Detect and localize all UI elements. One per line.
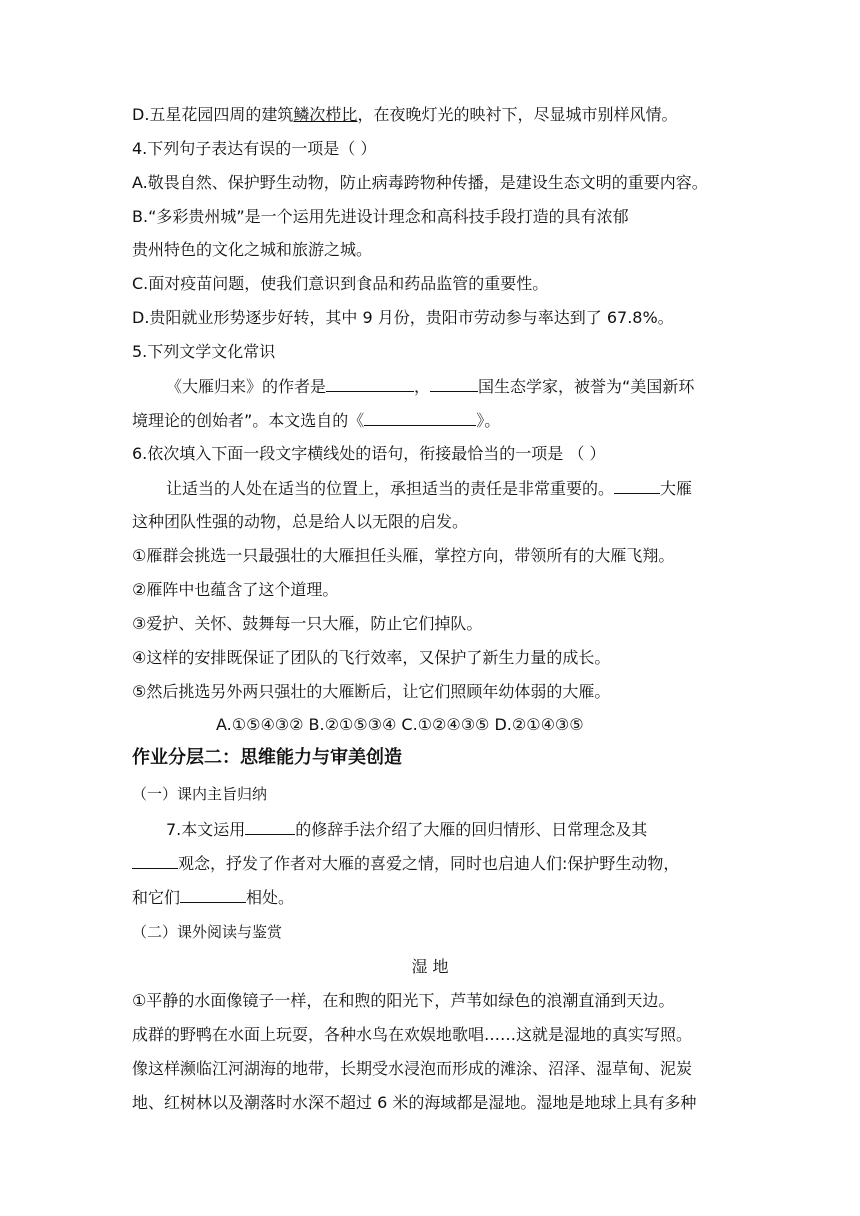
question-7-line-3 [132,885,732,910]
subsection-heading-1: （一）课内主旨归纳 [132,785,268,803]
text-segment: 的修辞手法介绍了大雁的回归情形、日常理念及其 [295,820,648,839]
fill-blank[interactable] [364,408,476,426]
question-4: 4.下列句子表达有误的一项是（ ） [132,139,377,158]
option-a-q4: A.敬畏自然、保护野生动物，防止病毒跨物种传播，是建设生态文明的重要内容。 [132,173,708,192]
q5-line-1 [166,374,766,399]
underlined-idiom: 鳞次栉比 [293,105,358,124]
text-segment: 境理论的创始者”。本文选自的《 [132,411,365,430]
option-d-q3 [132,103,732,127]
article-paragraph-line: 像这样濒临江河湖海的地带，长期受水浸泡而形成的滩涂、沼泽、湿草甸、泥炭 [132,1059,693,1078]
q5-line-2 [132,408,732,433]
q6-item-4: ④这样的安排既保证了团队的飞行效率，又保护了新生力量的成长。 [132,648,611,667]
text-segment: 和它们 [132,888,181,907]
fill-blank[interactable] [326,374,414,392]
text-segment: ，在夜晚灯光的映衬下，尽显城市别样风情。 [357,105,678,124]
q6-item-1: ①雁群会挑选一只最强壮的大雁担任头雁，掌控方向，带领所有的大雁飞翔。 [132,546,675,565]
q6-passage-2: 这种团队性强的动物，总是给人以无限的启发。 [132,512,469,531]
text-segment: 观念，抒发了作者对大雁的喜爱之情，同时也启迪人们:保护野生动物， [178,854,680,873]
fill-blank[interactable] [614,476,660,494]
text-segment: 让适当的人处在适当的位置上，承担适当的责任是非常重要的。 [166,479,615,498]
text-segment: 7.本文运用 [166,820,246,839]
q6-item-5: ⑤然后挑选另外两只强壮的大雁断后，让它们照顾年幼体弱的大雁。 [132,682,611,701]
q6-item-3: ③爱护、关怀、鼓舞每一只大雁，防止它们掉队。 [132,614,483,633]
question-7-line-1 [166,817,766,842]
fill-blank[interactable] [245,817,295,835]
q6-answer-options: A.①⑤④③② B.②①⑤③④ C.①②④③⑤ D.②①④③⑤ [216,715,584,734]
article-title: 湿 地 [411,957,449,976]
text-segment: ， [414,377,431,396]
fill-blank[interactable] [132,851,178,869]
text-segment: 相处。 [246,888,295,907]
article-paragraph-line: 成群的野鸭在水面上玩耍，各种水鸟在欢娱地歌唱……这就是湿地的真实写照。 [132,1025,693,1044]
article-paragraph-line: 地、红树林以及潮落时水深不超过 6 米的海域都是湿地。湿地是地球上具有多种 [132,1093,697,1112]
fill-blank[interactable] [180,885,246,903]
question-7-line-2 [132,851,732,876]
text-segment: 大雁 [660,479,693,498]
text-segment: 》。 [476,411,501,430]
article-paragraph-line: ①平静的水面像镜子一样，在和煦的阳光下，芦苇如绿色的浪潮直涌到天边。 [132,991,675,1010]
text-segment: 《大雁归来》的作者是 [166,377,327,396]
option-b-q4: B.“多彩贵州城”是一个运用先进设计理念和高科技手段打造的具有浓郁 [132,207,629,226]
section-heading: 作业分层二：思维能力与审美创造 [132,747,402,768]
question-6: 6.依次填入下面一段文字横线处的语句，衔接最恰当的一项是 （ ） [132,444,606,463]
option-d-q4: D.贵阳就业形势逐步好转，其中 9 月份，贵阳市劳动参与率达到了 67.8%。 [132,308,674,327]
subsection-heading-2: （二）课外阅读与鉴赏 [132,923,283,941]
text-segment: 国生态学家，被誉为“美国新环 [478,377,695,396]
option-b-q4-cont: 贵州特色的文化之城和旅游之城。 [132,240,373,259]
fill-blank[interactable] [430,374,478,392]
q6-item-2: ②雁阵中也蕴含了这个道理。 [132,580,339,599]
question-5: 5.下列文学文化常识 [132,342,276,361]
q6-passage-1 [166,476,766,501]
text-segment: D.五星花园四周的建筑 [132,105,294,124]
option-c-q4: C.面对疫苗问题，使我们意识到食品和药品监管的重要性。 [132,274,549,293]
